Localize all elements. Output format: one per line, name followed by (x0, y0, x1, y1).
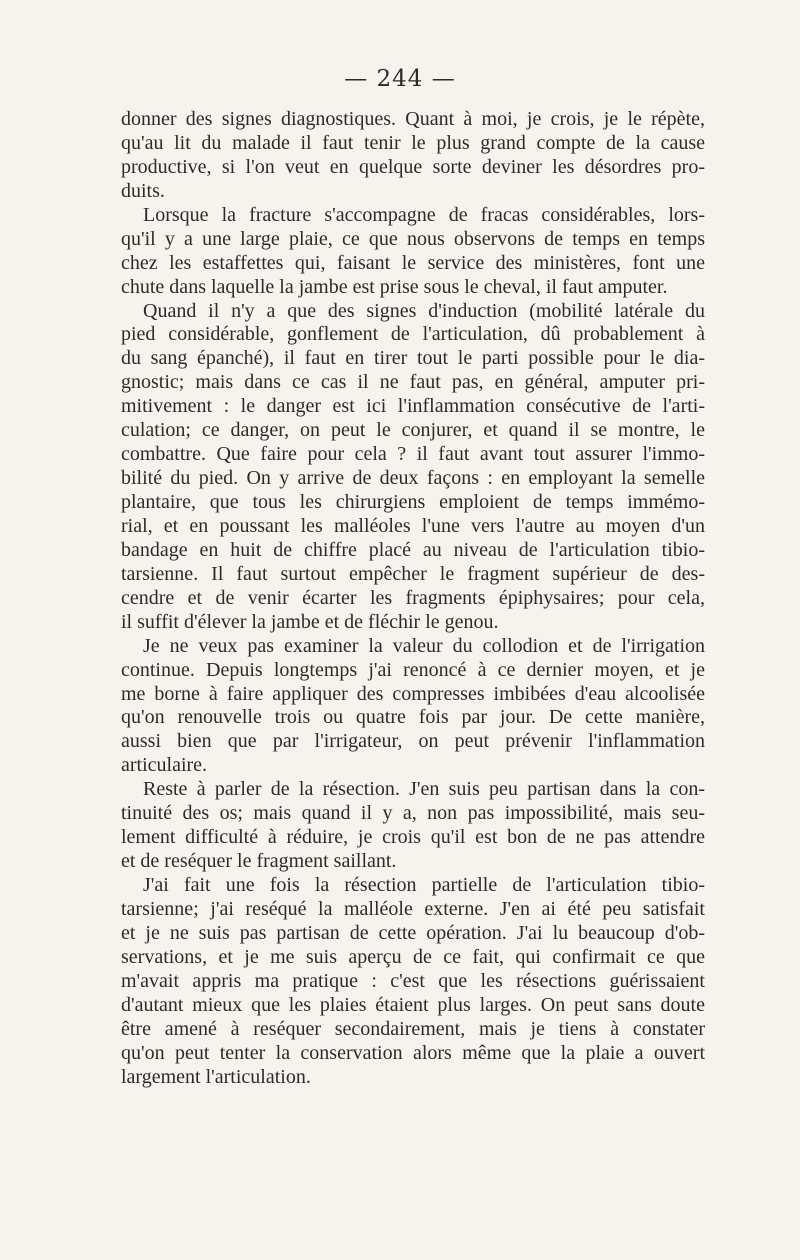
text-line: bilité du pied. On y arrive de deux façons : en employant la semelle (121, 467, 705, 490)
text-line: articulaire. (121, 754, 208, 777)
paragraph (121, 635, 705, 779)
text-line: largement l'articulation. (121, 1065, 311, 1088)
text-line: pied considérable, gonflement de l'articulation, dû probablement à (121, 323, 705, 346)
text-line: cendre et de venir écarter les fragments épiphysaires; pour cela, (121, 586, 705, 609)
text-line: et je ne suis pas partisan de cette opération. J'ai lu beaucoup d'ob- (121, 921, 705, 944)
text-line: qu'il y a une large plaie, ce que nous observons de temps en temps (121, 227, 705, 250)
text-line: me borne à faire appliquer des compresses imbibées d'eau alcoolisée (121, 682, 705, 705)
text-line: J'ai fait une fois la résection partielle de l'articulation tibio- (143, 874, 705, 896)
text-line: chez les estaffettes qui, faisant le service des ministères, font une (121, 251, 705, 274)
text-line: d'autant mieux que les plaies étaient plus larges. On peut sans doute (121, 993, 705, 1016)
text-line: tinuité des os; mais quand il y a, non pas impossibilité, mais seu- (121, 802, 705, 825)
text-line: gnostic; mais dans ce cas il ne faut pas, en général, amputer pri- (121, 371, 705, 394)
text-line: et de reséquer le fragment saillant. (121, 850, 397, 873)
text-line: plantaire, que tous les chirurgiens emploient de temps immémo- (121, 491, 705, 513)
text-line: tarsienne; j'ai reséqué la malléole externe. J'en ai été peu satisfait (121, 897, 705, 920)
page-number: — 244 — (344, 66, 456, 92)
text-line: être amené à reséquer secondairement, mais je tiens à constater (121, 1017, 705, 1040)
text-line: qu'au lit du malade il faut tenir le plus grand compte de la cause (121, 131, 705, 154)
paragraph (121, 874, 705, 1089)
text-line: Je ne veux pas examiner la valeur du collodion et de l'irrigation (143, 634, 705, 657)
text-line: productive, si l'on veut en quelque sorte deviner les désordres pro- (121, 155, 705, 178)
text-line: rial, et en poussant les malléoles l'une vers l'autre au moyen d'un (121, 514, 705, 537)
text-line: aussi bien que par l'irrigateur, on peut prévenir l'inflammation (121, 730, 705, 753)
text-line: tarsienne. Il faut surtout empêcher le fragment supérieur de des- (121, 562, 705, 585)
body-text (121, 108, 705, 1089)
text-line: donner des signes diagnostiques. Quant à moi, je crois, je le répète, (121, 108, 705, 130)
text-line: du sang épanché), il faut en tirer tout le parti possible pour le dia- (121, 347, 705, 370)
paragraph (121, 300, 705, 635)
paragraph (121, 204, 705, 300)
text-line: mitivement : le danger est ici l'inflammation consécutive de l'arti- (121, 395, 705, 418)
text-line: lement difficulté à réduire, je crois qu'il est bon de ne pas attendre (121, 826, 705, 849)
text-line: servations, et je me suis aperçu de ce fait, qui confirmait ce que (121, 945, 705, 968)
text-line: Lorsque la fracture s'accompagne de fracas considérables, lors- (143, 203, 705, 226)
text-line: il suffit d'élever la jambe et de fléchir le genou. (121, 610, 499, 633)
text-line: Reste à parler de la résection. J'en suis peu partisan dans la con- (143, 778, 705, 801)
paragraph (121, 778, 705, 874)
text-line: continue. Depuis longtemps j'ai renoncé à ce dernier moyen, et je (121, 658, 705, 681)
paragraph (121, 108, 705, 204)
text-line: qu'on renouvelle trois ou quatre fois par jour. De cette manière, (121, 706, 705, 729)
text-line: qu'on peut tenter la conservation alors même que la plaie a ouvert (121, 1041, 705, 1064)
text-line: m'avait appris ma pratique : c'est que les résections guérissaient (121, 969, 705, 992)
text-line: Quand il n'y a que des signes d'induction (mobilité latérale du (143, 299, 705, 322)
text-line: duits. (121, 179, 165, 202)
text-line: chute dans laquelle la jambe est prise sous le cheval, il faut amputer. (121, 275, 668, 298)
text-line: culation; ce danger, on peut le conjurer, et quand il se montre, le (121, 419, 705, 442)
text-line: bandage en huit de chiffre placé au niveau de l'articulation tibio- (121, 538, 705, 561)
text-line: combattre. Que faire pour cela ? il faut avant tout assurer l'immo- (121, 443, 705, 466)
